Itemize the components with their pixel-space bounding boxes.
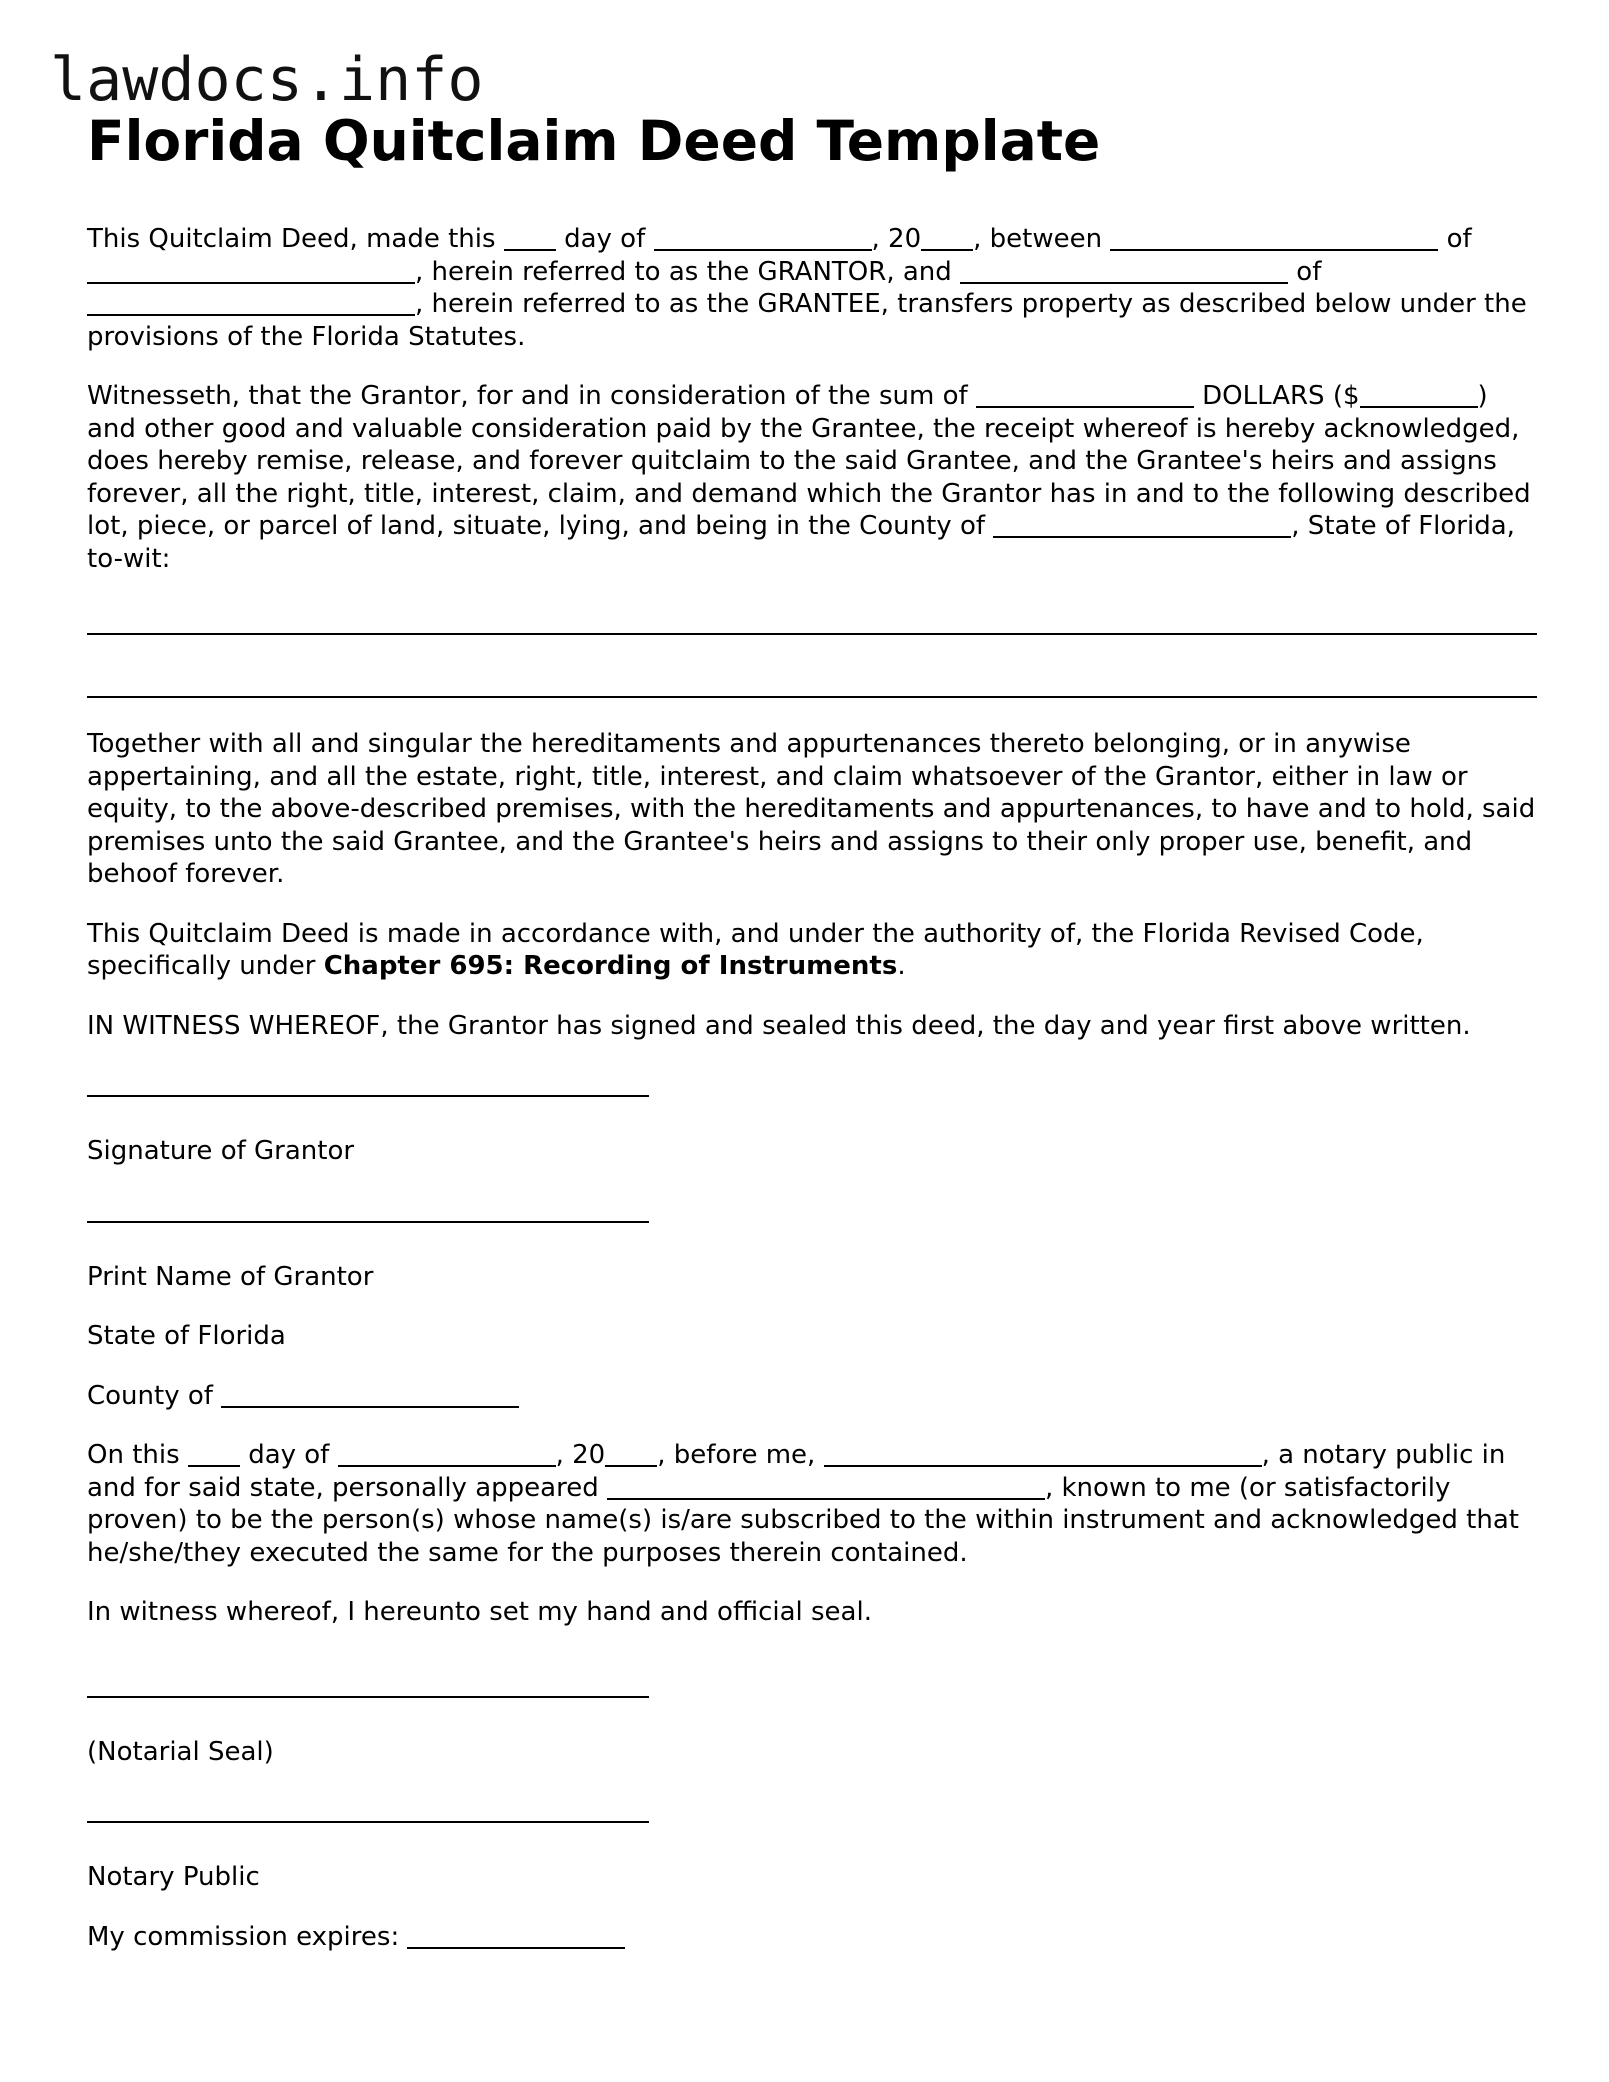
state-label: State of Florida bbox=[87, 1321, 286, 1351]
notary-text-5: , a notary public in and for said state, personally appeared bbox=[87, 1440, 1506, 1503]
notary-text-6: , known to me (or satisfactorily proven) to be the person(s) whose name(s) is/are subscribed to the within instrument and acknowledged that he/she/they executed the same for the purposes therein contained. bbox=[87, 1472, 1519, 1568]
notary-paragraph bbox=[87, 1439, 1537, 1569]
witnesseth-text-4: , State of Florida, to-wit: bbox=[87, 511, 1515, 574]
commission-line bbox=[87, 1921, 1537, 1954]
notary-text-2: day of bbox=[248, 1440, 330, 1470]
notary-name-blank[interactable] bbox=[824, 1441, 1262, 1467]
grantor-signature-line[interactable] bbox=[87, 1069, 649, 1097]
notary-text-4: , before me, bbox=[657, 1440, 816, 1470]
appeared-name-blank[interactable] bbox=[607, 1474, 1045, 1500]
notary-month-blank[interactable] bbox=[338, 1441, 556, 1467]
intro-text-1: This Quitclaim Deed, made this bbox=[87, 224, 496, 254]
witnesseth-text-2: DOLLARS ( bbox=[1202, 381, 1343, 411]
notary-day-blank[interactable] bbox=[188, 1441, 240, 1467]
county-line bbox=[87, 1380, 1537, 1413]
witnesseth-text-3: ) and other good and valuable consideration paid by the Grantee, the receipt whereof is hereby acknowledged, does hereby remise, release, and forever quitclaim to the said Grantee, and the Grantee's heirs and assigns forever, all the right, title, interest, claim, and demand which the Grantor has in and to the following described lot, piece, or parcel of land, situate, lying, and being in the County of bbox=[87, 381, 1531, 541]
document-page bbox=[87, 100, 1537, 1980]
watermark-logo: lawdocs.info bbox=[50, 45, 484, 115]
legal-description-line-1[interactable] bbox=[87, 602, 1537, 635]
notary-signature-line[interactable] bbox=[87, 1670, 649, 1698]
in-witness-paragraph: IN WITNESS WHEREOF, the Grantor has signed and sealed this deed, the day and year first above written. bbox=[87, 1010, 1471, 1041]
witnesseth-text-1: Witnesseth, that the Grantor, for and in consideration of the sum of bbox=[87, 381, 968, 411]
print-name-label: Print Name of Grantor bbox=[87, 1261, 374, 1292]
notary-county-blank[interactable] bbox=[221, 1382, 519, 1408]
grantor-name-blank[interactable] bbox=[1110, 225, 1438, 251]
commission-date-blank[interactable] bbox=[407, 1923, 625, 1949]
year-blank[interactable] bbox=[921, 225, 973, 251]
notary-public-line[interactable] bbox=[87, 1795, 649, 1823]
authority-text-2: . bbox=[897, 951, 906, 981]
authority-text-1: This Quitclaim Deed is made in accordance with, and under the authority of, the Florida Revised Code, specifically under bbox=[87, 918, 1424, 981]
month-blank[interactable] bbox=[654, 225, 872, 251]
day-blank[interactable] bbox=[504, 225, 556, 251]
notarial-seal-label: (Notarial Seal) bbox=[87, 1736, 274, 1767]
legal-description-line-2[interactable] bbox=[87, 665, 1537, 698]
chapter-reference: Chapter 695: Recording of Instruments bbox=[323, 951, 898, 981]
witnesseth-paragraph bbox=[87, 380, 1537, 575]
notary-text-3: , 20 bbox=[555, 1440, 606, 1470]
grantor-address-blank[interactable] bbox=[87, 258, 415, 284]
notary-text-1: On this bbox=[87, 1440, 180, 1470]
grantor-print-name-line[interactable] bbox=[87, 1195, 649, 1223]
intro-text-8: , herein referred to as the GRANTEE, transfers property as described below under the provisions of the Florida Statutes. bbox=[87, 289, 1527, 352]
intro-text-2: day of bbox=[564, 224, 646, 254]
notary-public-label: Notary Public bbox=[87, 1862, 260, 1892]
intro-text-6: , herein referred to as the GRANTOR, and bbox=[415, 256, 952, 287]
intro-paragraph bbox=[87, 223, 1537, 353]
commission-label: My commission expires: bbox=[87, 1921, 400, 1952]
page-title: Florida Quitclaim Deed Template bbox=[87, 109, 1101, 173]
amount-words-blank[interactable] bbox=[976, 382, 1194, 408]
intro-text-3: , 20 bbox=[871, 224, 922, 254]
signature-label: Signature of Grantor bbox=[87, 1136, 355, 1166]
intro-text-7: of bbox=[1296, 256, 1322, 287]
together-paragraph: Together with all and singular the hereditaments and appurtenances thereto belonging, or in anywise appertaining, and all the estate, right, title, interest, and claim whatsoever of the Grantor, either in law or equity, to the above-described premises, with the hereditaments and appurtenances, to have and to hold, said premises unto the said Grantee, and the Grantee's heirs and assigns to their only proper use, benefit, and behoof forever. bbox=[87, 729, 1536, 889]
grantee-name-blank[interactable] bbox=[960, 258, 1288, 284]
hand-seal-paragraph: In witness whereof, I hereunto set my hand and official seal. bbox=[87, 1597, 872, 1627]
intro-text-5: of bbox=[1446, 224, 1472, 254]
county-label: County of bbox=[87, 1380, 213, 1411]
authority-paragraph bbox=[87, 918, 1537, 983]
county-blank[interactable] bbox=[993, 512, 1291, 538]
intro-text-4: , between bbox=[973, 224, 1103, 254]
grantee-address-blank[interactable] bbox=[87, 290, 415, 316]
amount-number-blank[interactable] bbox=[1360, 382, 1478, 408]
dollar-sign: $ bbox=[1342, 381, 1360, 411]
notary-year-blank[interactable] bbox=[605, 1441, 657, 1467]
